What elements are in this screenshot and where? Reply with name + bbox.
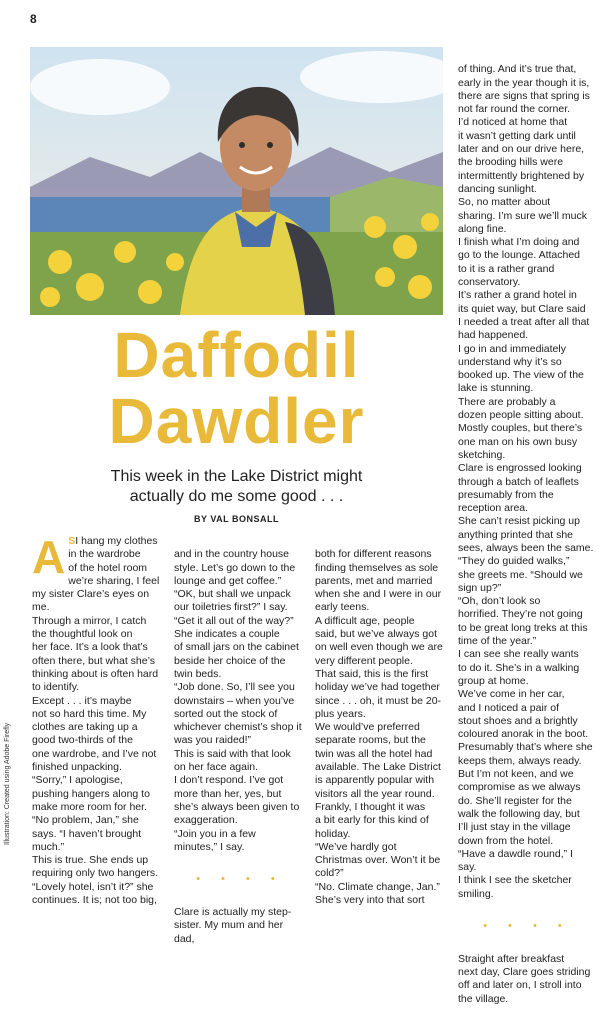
subtitle (30, 467, 443, 507)
column-2-body-after: Clare is actually my step- sister. My mum and her dad, (174, 906, 292, 945)
page-number: 8 (30, 12, 37, 26)
column-1-body: I hang my clothes in the wardrobe of the hotel room we’re sharing, I feel my sister Clare’s eyes on me. Through a mirror, I catch the thoughtful look on her face. It’s a look that’s often there, but what she’s thinking about is often hard to identify. Except . . . it’s maybe not so hard this time. My clothes are taking up a good two-thirds of the one wardrobe, and I’ve not finished unpacking. “Sorry,” I apologise, pushing hangers along to make more room for her. “No problem, Jan,” she says. “I haven’t brought much.” This is true. She ends up requiring only two hangers. “Lovely hotel, isn’t it?” she continues. It is; not too big, (32, 535, 160, 907)
illustration-credit: Illustration: Created using Adobe Firefly (4, 722, 11, 845)
text-column-1 (32, 531, 168, 907)
text-column-2 (174, 535, 306, 959)
subtitle-line-1: This week in the Lake District might (110, 468, 363, 485)
column-2-body: and in the country house style. Let’s go down to the lounge and get coffee.” “OK, but shall we unpack our toiletries first?” I say. “Get it all out of the way?” She indicates a couple of small jars on the cabinet beside her choice of the twin beds. “Job done. So, I’ll see you downstairs – when you’ve sorted out the stock of whichever chemist’s shop it was you raided!” This is said with that look on her face again. I don’t respond. I’ve got more than her, yes, but she’s always been given to exaggeration. “Join you in a few minutes,” I say. (174, 548, 302, 853)
story-title (30, 319, 443, 457)
title-line-2: Dawdler (108, 385, 365, 457)
title-line-1: Daffodil (113, 319, 360, 391)
woman-hiker-daffodils-lake-illustration (30, 47, 443, 315)
column-4-body: of thing. And it’s true that, early in the year though it is, there are signs that spring is not far round the corner. I’d noticed at home that it wasn’t getting dark until later and on our drive here, the brooding hills were intermittently brightened by dancing sunlight. So, no matter about sharing. I’m sure we’ll muck along fine. I finish what I’m doing and go to the lounge. Attached to it is a rather grand conservatory. It’s rather a grand hotel in its quiet way, but Clare said I needed a treat after all that had happened. I go in and immediately understand why it’s so booked up. The view of the lake is stunning. There are probably a dozen people sitting about. Mostly couples, but there’s one man on his own busy sketching. Clare is engrossed looking through a batch of leaflets presumably from the reception area. She can’t resist picking up anything printed that she sees, always been the same. “They do guided walks,” she greets me. “Should we sign up?” “Oh, don’t look so horrified. They’re not going to be great long treks at this time of the year.” I can see she really wants to do it. She’s in a walking group at home. We’ve come in her car, and I noticed a pair of stout shoes and a brightly coloured anorak in the boot. Presumably that’s where she keeps them, always ready. But I’m not keen, and we compromise as we always do. She’ll register for the walk the following day, but I’ll just stay in the village down from the hotel. “Have a dawdle round,” I say. I think I see the sketcher smiling. (458, 63, 594, 900)
text-column-3 (315, 535, 447, 921)
text-column-4 (458, 50, 596, 1019)
section-separator-2: • • • • (483, 920, 571, 933)
column-4-body-after: Straight after breakfast next day, Clare goes striding off and later on, I stroll into the village. (458, 952, 591, 1005)
drop-cap-rest: S (68, 535, 76, 547)
byline: BY VAL BONSALL (193, 514, 279, 524)
drop-cap: A (32, 531, 66, 583)
section-separator: • • • • (196, 873, 284, 886)
subtitle-line-2: actually do me some good . . . (129, 488, 344, 505)
column-3-body: both for different reasons finding themselves as sole parents, met and married when she and I were in our early teens. A difficult age, people said, but we’ve always got on well even though we are very different people. That said, this is the first holiday we’ve had together since . . . oh, it must be 20- plus years. We would’ve preferred separate rooms, but the twin was all the hotel had available. The Lake District is apparently popular with visitors all the year round. Frankly, I thought it was a bit early for this kind of holiday. “We’ve hardly got Christmas over. Won’t it be cold?” “No. Climate change, Jan.” She’s very into that sort (315, 548, 443, 907)
